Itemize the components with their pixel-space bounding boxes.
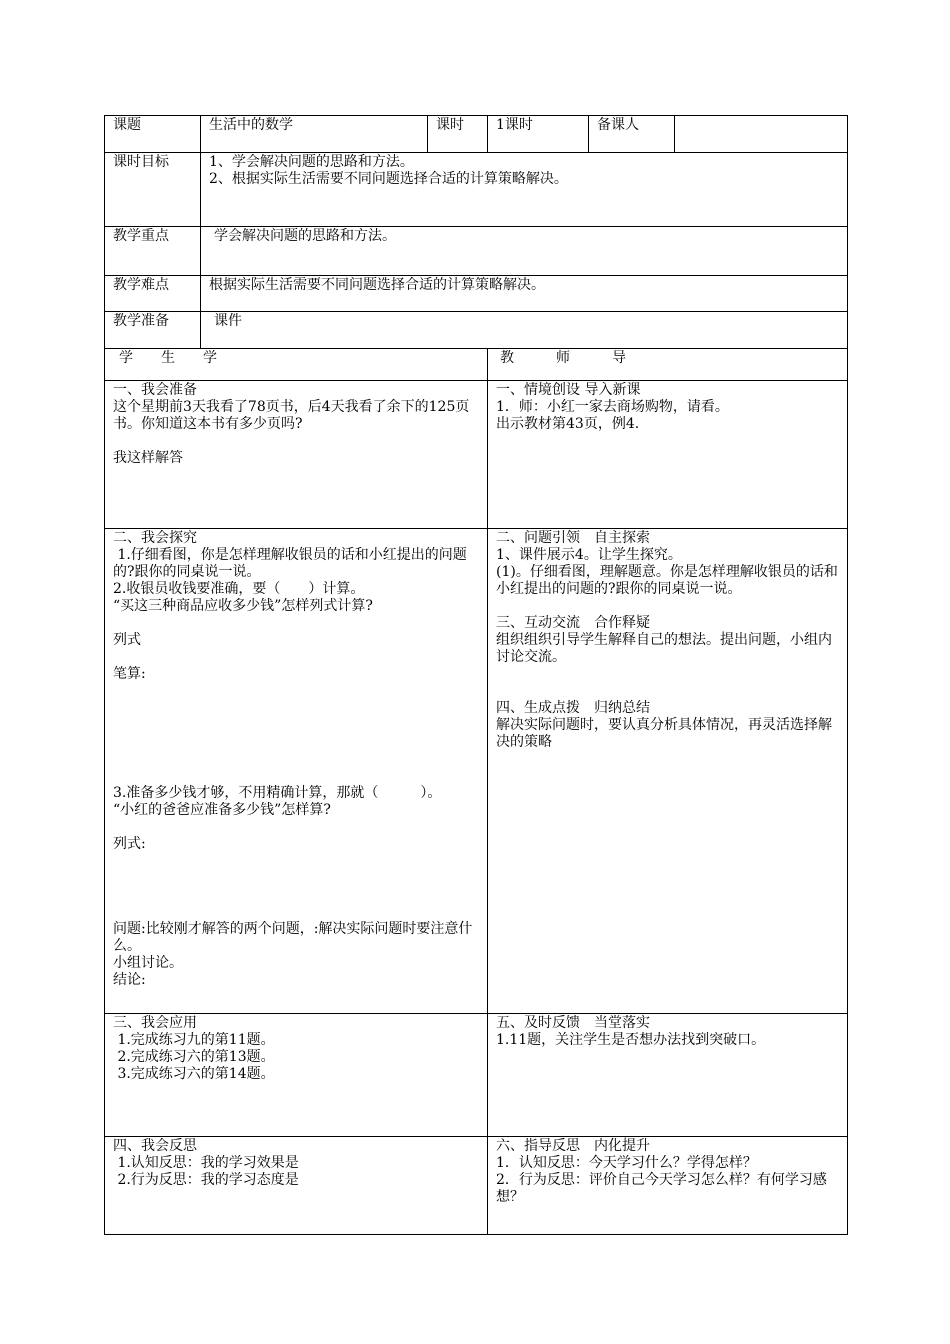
section-row	[105, 1137, 848, 1235]
section-line: “买这三种商品应收多少钱”怎样列式计算?	[113, 598, 373, 614]
section-line: 1、课件展示4。让学生探究。	[496, 547, 682, 563]
blank-line	[496, 666, 841, 683]
key-point-value	[201, 227, 848, 276]
section-line: 六、指导反思 内化提升	[496, 1138, 650, 1154]
blank-line	[113, 904, 481, 921]
section-line: 笔算:	[113, 666, 146, 682]
topic-value: 生活中的数学	[201, 116, 428, 153]
section-line: 四、生成点拨 归纳总结	[496, 700, 650, 716]
section-line: (1)。仔细看图，理解题意。你是怎样理解收银员的话和小红提出的问题的?跟你的同桌说一说。	[496, 564, 838, 597]
blank-line	[496, 598, 841, 615]
section-line: 三、互动交流 合作释疑	[496, 615, 650, 631]
section-line: 2.行为反思：我的学习态度是	[113, 1172, 299, 1188]
section-line: 三、我会应用	[113, 1015, 197, 1031]
blank-line	[496, 683, 841, 700]
section-line: “小红的爸爸应准备多少钱”怎样算?	[113, 802, 331, 818]
section-line: 1．师：小红一家去商场购物，请看。	[496, 399, 729, 415]
section-line: 一、情境创设 导入新课	[496, 382, 641, 398]
student-section	[105, 1014, 488, 1137]
blank-line	[113, 819, 481, 836]
section-row	[105, 381, 848, 529]
lesson-plan-table	[104, 115, 848, 1235]
difficulty-row	[105, 276, 848, 312]
blank-line	[113, 751, 481, 768]
preparation-label: 教学准备	[105, 312, 201, 349]
section-line: 二、我会探究	[113, 530, 197, 546]
blank-line	[113, 649, 481, 666]
section-line: 二、问题引领 自主探索	[496, 530, 650, 546]
student-section	[105, 1137, 488, 1235]
section-line: 3.准备多少钱才够，不用精确计算，那就（ ）。	[113, 785, 442, 801]
columns-row	[105, 349, 848, 381]
teacher-column-title: 教 师 导	[500, 350, 626, 366]
blank-line	[113, 768, 481, 785]
section-line: 列式	[113, 632, 141, 648]
blank-line	[113, 887, 481, 904]
teacher-section	[488, 1014, 848, 1137]
section-line: 1.仔细看图，你是怎样理解收银员的话和小红提出的问题的?跟你的同桌说一说。	[113, 547, 467, 580]
preparation-value	[201, 312, 848, 349]
preparer-label: 备课人	[589, 116, 675, 153]
teacher-section	[488, 1137, 848, 1235]
topic-label: 课题	[105, 116, 201, 153]
blank-line	[113, 683, 481, 700]
teacher-section	[488, 381, 848, 529]
section-line: 出示教材第43页，例4.	[496, 416, 640, 432]
preparation-row	[105, 312, 848, 349]
blank-line	[113, 870, 481, 887]
objective-line: 1、学会解决问题的思路和方法。	[209, 154, 414, 170]
period-label: 课时	[428, 116, 488, 153]
blank-line	[113, 717, 481, 734]
difficulty-value: 根据实际生活需要不同问题选择合适的计算策略解决。	[201, 276, 848, 312]
section-line: 1.完成练习九的第11题。	[113, 1032, 275, 1048]
section-line: 五、及时反馈 当堂落实	[496, 1015, 650, 1031]
section-line: 2．行为反思：评价自己今天学习怎么样？有何学习感想？	[496, 1172, 827, 1205]
section-line: 3.完成练习六的第14题。	[113, 1066, 275, 1082]
difficulty-label: 教学难点	[105, 276, 201, 312]
student-section	[105, 529, 488, 1014]
objectives-label: 课时目标	[105, 153, 201, 227]
student-column-header	[105, 349, 488, 381]
blank-line	[113, 433, 481, 450]
section-line: 1.11题，关注学生是否想办法找到突破口。	[496, 1032, 766, 1048]
preparer-value	[675, 116, 848, 153]
section-line: 列式:	[113, 836, 146, 852]
objectives-content	[201, 153, 848, 227]
section-line: 这个星期前3天我看了78页书，后4天我看了余下的125页书。你知道这本书有多少页吗?	[113, 399, 470, 432]
preparation-text: 课件	[214, 313, 242, 329]
section-line: 解决实际问题时，要认真分析具体情况，再灵活选择解决的策略	[496, 717, 832, 750]
section-line: 1.认知反思：我的学习效果是	[113, 1155, 299, 1171]
section-line: 组织组织引导学生解释自己的想法。提出问题，小组内讨论交流。	[496, 632, 832, 665]
objective-line: 2、根据实际生活需要不同问题选择合适的计算策略解决。	[209, 171, 568, 187]
key-point-text: 学会解决问题的思路和方法。	[214, 228, 396, 244]
blank-line	[113, 853, 481, 870]
student-column-title: 学 生 学	[119, 350, 217, 366]
header-row	[105, 116, 848, 153]
section-line: 2.完成练习六的第13题。	[113, 1049, 275, 1065]
teacher-column-header	[488, 349, 848, 381]
objectives-row	[105, 153, 848, 227]
section-row	[105, 1014, 848, 1137]
blank-line	[113, 615, 481, 632]
section-line: 四、我会反思	[113, 1138, 197, 1154]
teacher-section	[488, 529, 848, 1014]
section-row	[105, 529, 848, 1014]
key-point-label: 教学重点	[105, 227, 201, 276]
student-section	[105, 381, 488, 529]
section-line: 问题:比较刚才解答的两个问题，:解决实际问题时要注意什么。	[113, 921, 473, 954]
section-line: 1．认知反思：今天学习什么？学得怎样？	[496, 1155, 757, 1171]
section-line: 结论:	[113, 972, 146, 988]
section-line: 小组讨论。	[113, 955, 183, 971]
blank-line	[113, 734, 481, 751]
section-line: 我这样解答	[113, 450, 183, 466]
period-value: 1课时	[488, 116, 589, 153]
blank-line	[113, 700, 481, 717]
section-line: 一、我会准备	[113, 382, 197, 398]
key-point-row	[105, 227, 848, 276]
section-line: 2.收银员收钱要准确，要（ ）计算。	[113, 581, 365, 597]
